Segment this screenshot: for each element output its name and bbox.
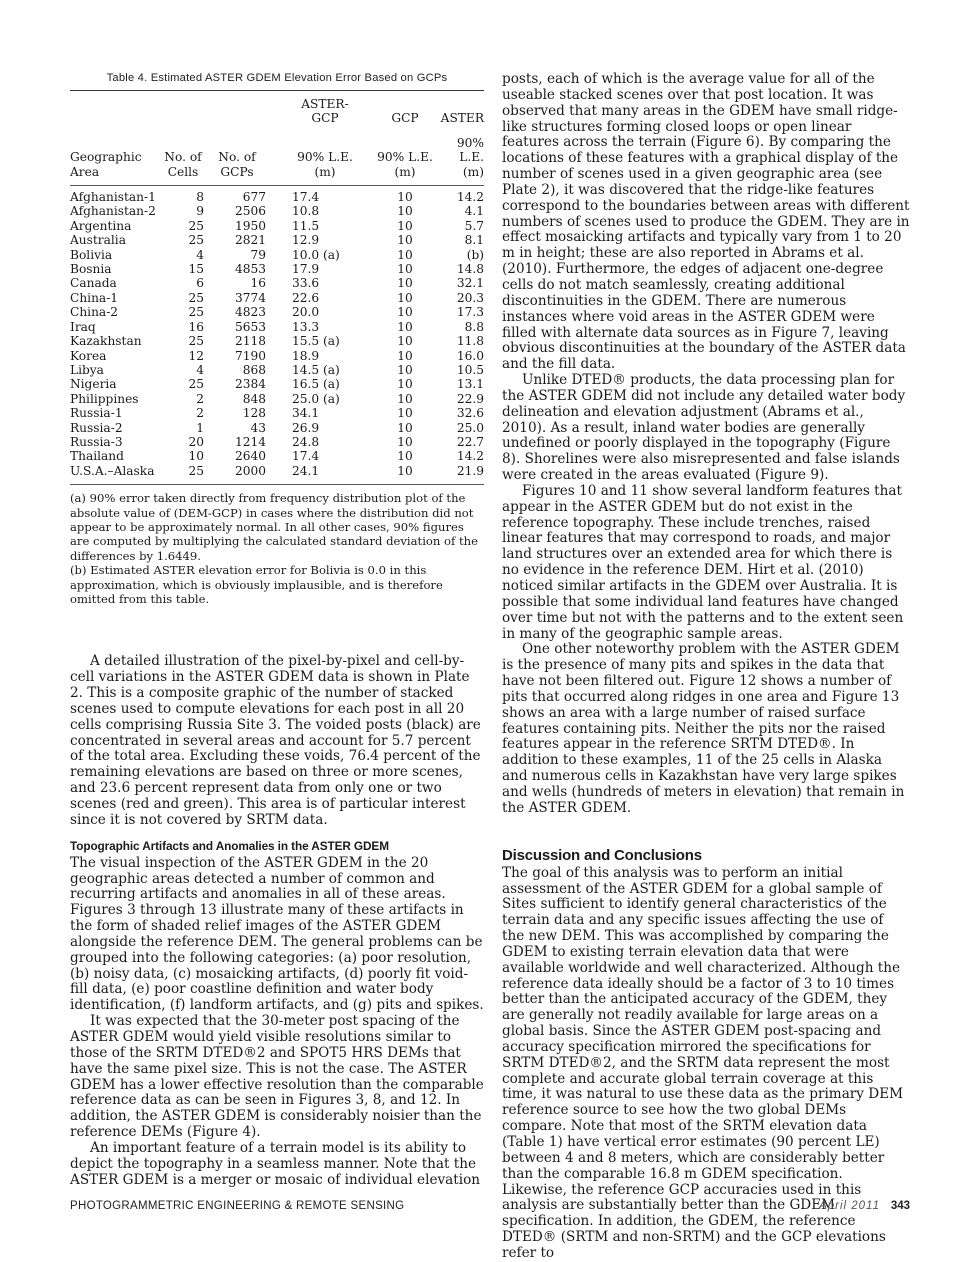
table-header-spacer (70, 126, 484, 136)
table-cell-gcps: 1950 (234, 218, 266, 233)
table-cell-agcp: 13.3 (292, 319, 320, 334)
table-cell-area: Russia-2 (70, 420, 123, 435)
table-cell-gcps: 848 (242, 391, 266, 406)
table-cell-aster: 32.1 (456, 276, 484, 291)
table-cell-gcp: 10 (397, 218, 413, 233)
table-cell-gcps: 2384 (234, 377, 266, 392)
issue-date: April 2011 (819, 1200, 880, 1212)
table-row (70, 349, 484, 363)
table-cell-cells: 25 (188, 377, 204, 392)
journal-name: PHOTOGRAMMETRIC ENGINEERING & REMOTE SENSING (70, 1200, 405, 1212)
header-area: Geographic Area (70, 150, 142, 179)
table-cell-gcps: 79 (250, 247, 266, 262)
table-cell-aster: 11.8 (456, 334, 484, 349)
table-cell-area: Afghanistan-2 (70, 204, 156, 219)
table-cell-gcp: 10 (397, 362, 413, 377)
table-row (70, 421, 484, 435)
header-aster-le: 90% L.E. (m) (456, 135, 484, 179)
table-cell-gcps: 1214 (234, 434, 266, 449)
page-number: 343 (890, 1200, 910, 1212)
right-paragraph-1: posts, each of which is the average value for all of the useable stacked scenes over that post location. It was observed that many areas in the GDEM have small ridge-like structures forming closed loops or open linear features across the terrain (Figure 6). By comparing the locations of these features with a graphical display of the number of scenes used in a given geographic area (see Plate 2), it was discovered that the ridge-like features correspond to the boundaries between areas with different numbers of scenes used to produce the GDEM. They are in effect mosaicking artifacts and typically vary from 1 to 20 m in height; these are also reported in Abrams et al. (2010). Furthermore, the edges of adjacent one-degree cells do not match seamlessly, creating additional discontinuities in the GDEM. There are numerous instances where void areas in the ASTER GDEM were filled with alternate data sources as in Figure 7, leaving obvious discontinuities at the boundary of the ASTER data and the fill data. (502, 71, 910, 373)
table-row (70, 377, 484, 391)
table-row (70, 305, 484, 319)
table-cell-cells: 25 (188, 290, 204, 305)
table-cell-area: Iraq (70, 319, 96, 334)
table-row (70, 363, 484, 377)
table-cell-agcp: 10.8 (292, 204, 320, 219)
table-row (70, 276, 484, 290)
table-cell-cells: 9 (196, 204, 204, 219)
table-cell-gcps: 2000 (234, 463, 266, 478)
table-header-row-1 (70, 91, 484, 126)
table-cell-cells: 1 (196, 420, 204, 435)
table-cell-aster: 10.5 (456, 362, 484, 377)
table-cell-agcp: 18.9 (292, 348, 320, 363)
table-cell-gcp: 10 (397, 262, 413, 277)
right-paragraph-2: Unlike DTED® products, the data processing plan for the ASTER GDEM did not include any detailed water body delineation and elevation adjustment (Abrams et al., 2010). As a result, inland water bodies are generally undefined or poorly displayed in the topography (Figure 8). Shorelines were also misrepresented and false islands were created in the areas evaluated (Figure 9). (502, 372, 906, 484)
table-cell-agcp: 17.9 (292, 262, 320, 277)
table-cell-area: Philippines (70, 391, 139, 406)
table-body (70, 190, 484, 478)
table-cell-gcp: 10 (397, 190, 413, 205)
table-cell-cells: 25 (188, 305, 204, 320)
table-row (70, 320, 484, 334)
table-cell-aster: (b) (466, 247, 484, 262)
left-paragraph-2: The visual inspection of the ASTER GDEM in the 20 geographic areas detected a number of common and recurring artifacts and anomalies in all of these areas. Figures 3 through 13 illustrate many of these artifacts in the form of shaded relief images of the ASTER GDEM alongside the reference DEM. The general problems can be grouped into the following categories: (a) poor resolution, (b) noisy data, (c) mosaicking artifacts, (d) poorly fit void-fill data, (e) poor coastline definition and water body identification, (f) landform artifacts, and (g) pits and spikes. (70, 854, 484, 1014)
table-cell-gcp: 10 (397, 305, 413, 320)
table-cell-agcp: 25.0 (a) (292, 391, 340, 406)
table-cell-area: Thailand (70, 449, 124, 464)
table-cell-agcp: 17.4 (292, 190, 320, 205)
table-row (70, 248, 484, 262)
table-cell-gcp: 10 (397, 247, 413, 262)
table-cell-gcp: 10 (397, 434, 413, 449)
table-cell-gcp: 10 (397, 319, 413, 334)
table-cell-area: Russia-3 (70, 434, 123, 449)
table-row (70, 190, 484, 204)
table-cell-cells: 6 (196, 276, 204, 291)
table-cell-aster: 17.3 (456, 305, 484, 320)
table-row (70, 406, 484, 420)
table-cell-agcp: 10.0 (a) (292, 247, 340, 262)
table-row (70, 219, 484, 233)
table-cell-aster: 8.8 (464, 319, 484, 334)
table-cell-aster: 8.1 (464, 233, 484, 248)
table-row (70, 233, 484, 247)
table-cell-cells: 10 (188, 449, 204, 464)
table-header-row-2 (70, 136, 484, 179)
table-cell-area: Kazakhstan (70, 334, 142, 349)
table-cell-agcp: 11.5 (292, 218, 320, 233)
header-aster: ASTER (440, 111, 484, 126)
header-agcp-le: 90% L.E. (m) (297, 150, 353, 179)
table-cell-cells: 4 (196, 362, 204, 377)
table-row (70, 464, 484, 478)
table-cell-agcp: 15.5 (a) (292, 334, 340, 349)
header-cells: No. of Cells (164, 150, 202, 179)
table-cell-area: Australia (70, 233, 126, 248)
table-cell-agcp: 34.1 (292, 406, 320, 421)
table-cell-gcps: 3774 (234, 290, 266, 305)
table-cell-gcps: 868 (242, 362, 266, 377)
table-cell-agcp: 33.6 (292, 276, 320, 291)
table-cell-area: Afghanistan-1 (70, 190, 156, 205)
table-note-b: (b) Estimated ASTER elevation error for Bolivia is 0.0 in this approximation, which is obviously implausible, and is therefore omitted from this table. (70, 563, 443, 606)
table-cell-gcp: 10 (397, 420, 413, 435)
table-row (70, 334, 484, 348)
table-cell-area: Bosnia (70, 262, 112, 277)
table-cell-gcp: 10 (397, 348, 413, 363)
table-cell-agcp: 17.4 (292, 449, 320, 464)
table-cell-gcp: 10 (397, 290, 413, 305)
table-cell-agcp: 12.9 (292, 233, 320, 248)
table-cell-cells: 15 (188, 262, 204, 277)
table-bottom-rule (70, 484, 484, 485)
table-cell-agcp: 14.5 (a) (292, 362, 340, 377)
table-cell-cells: 4 (196, 247, 204, 262)
table-cell-area: Argentina (70, 218, 132, 233)
header-gcp-le: 90% L.E. (m) (377, 150, 433, 179)
table-cell-area: Nigeria (70, 377, 117, 392)
table-cell-area: Bolivia (70, 247, 113, 262)
table-row (70, 291, 484, 305)
table-cell-area: Canada (70, 276, 117, 291)
table-cell-gcps: 2506 (234, 204, 266, 219)
table-note-a: (a) 90% error taken directly from frequency distribution plot of the absolute value of (DEM-GCP) in cases where the distribution did not appear to be approximately normal. In all other cases, 90% figures are computed by multiplying the calculated standard deviation of the differences by 1.6449. (70, 491, 478, 563)
table-cell-gcp: 10 (397, 334, 413, 349)
table-cell-aster: 22.9 (456, 391, 484, 406)
header-aster-gcp: ASTER- GCP (301, 97, 349, 126)
table-cell-gcps: 43 (250, 420, 266, 435)
table-cell-gcp: 10 (397, 449, 413, 464)
table-cell-area: Russia-1 (70, 406, 123, 421)
table-cell-aster: 13.1 (456, 377, 484, 392)
table-cell-gcp: 10 (397, 233, 413, 248)
left-paragraph-4: An important feature of a terrain model is its ability to depict the topography in a seamless manner. Note that the ASTER GDEM is a merger or mosaic of individual elevation (70, 1139, 481, 1188)
error-table (70, 91, 484, 478)
left-paragraph-3: It was expected that the 30-meter post spacing of the ASTER GDEM would yield visible resolutions similar to those of the SRTM DTED®2 and SPOT5 HRS DEMs that have the same pixel size. This is not the case. The ASTER GDEM has a lower effective resolution than the comparable reference data as can be seen in Figures 3, 8, and 12. In addition, the ASTER GDEM is considerably noisier than the reference DEMs (Figure 4). (70, 1013, 484, 1141)
table-notes (70, 491, 484, 606)
table-cell-area: China-1 (70, 290, 119, 305)
table-cell-aster: 14.2 (456, 190, 484, 205)
table-cell-cells: 25 (188, 233, 204, 248)
left-column (70, 72, 484, 1188)
table-cell-gcps: 7190 (234, 348, 266, 363)
right-column (502, 72, 910, 1262)
table-cell-gcp: 10 (397, 406, 413, 421)
table-cell-aster: 14.2 (456, 449, 484, 464)
table-cell-agcp: 24.8 (292, 434, 320, 449)
table-cell-aster: 21.9 (456, 463, 484, 478)
table-cell-aster: 20.3 (456, 290, 484, 305)
table-cell-aster: 14.8 (456, 262, 484, 277)
table-cell-cells: 2 (196, 406, 204, 421)
table-cell-agcp: 16.5 (a) (292, 377, 340, 392)
table-cell-agcp: 20.0 (292, 305, 320, 320)
table-cell-aster: 25.0 (456, 420, 484, 435)
table-cell-area: China-2 (70, 305, 119, 320)
table-cell-gcps: 2821 (234, 233, 266, 248)
table-cell-gcp: 10 (397, 276, 413, 291)
table-cell-gcps: 2640 (234, 449, 266, 464)
section-heading: Discussion and Conclusions (502, 846, 702, 864)
table-cell-gcps: 4853 (234, 262, 266, 277)
table-row (70, 449, 484, 463)
table-cell-cells: 25 (188, 463, 204, 478)
table-cell-aster: 16.0 (456, 348, 484, 363)
table-cell-cells: 8 (196, 190, 204, 205)
right-paragraph-5: The goal of this analysis was to perform an initial assessment of the ASTER GDEM for a global sample of Sites sufficient to identify general characteristics of the terrain data and any specific issues affecting the use of the new DEM. This was accomplished by comparing the GDEM to existing terrain elevation data that were available worldwide and well characterized. Although the reference data ideally should be a factor of 3 to 10 times better than the anticipated accuracy of the GDEM, they are generally not readily available for large areas on a global basis. Since the ASTER GDEM post-spacing and accuracy specification mirrored the specifications for SRTM DTED®2, and the SRTM data represent the most complete and accurate global terrain coverage at this time, it was natural to use these data as the primary DEM reference source to see how the two global DEMs compare. Note that most of the SRTM elevation data (Table 1) have vertical error estimates (90 percent LE) between 4 and 8 meters, which are considerably better than the comparable 16.8 m GDEM specification. Likewise, the reference GCP accuracies used in this analysis are substantially better than the GDEM specification. In addition, the GDEM, the reference DTED® (SRTM and non-SRTM) and the GCP elevations refer to (502, 864, 904, 1261)
table-row (70, 262, 484, 276)
table-cell-gcps: 4823 (234, 305, 266, 320)
table-cell-cells: 20 (188, 434, 204, 449)
table-cell-aster: 22.7 (456, 434, 484, 449)
table-cell-area: U.S.A.–Alaska (70, 463, 155, 478)
table-cell-cells: 16 (188, 319, 204, 334)
table-cell-gcp: 10 (397, 377, 413, 392)
table-caption: Table 4. Estimated ASTER GDEM Elevation Error Based on GCPs (106, 72, 448, 84)
table-cell-gcp: 10 (397, 204, 413, 219)
header-gcp: GCP (391, 111, 419, 126)
table-cell-cells: 2 (196, 391, 204, 406)
table-cell-area: Libya (70, 362, 104, 377)
table-cell-gcps: 128 (242, 406, 266, 421)
table-cell-aster: 4.1 (464, 204, 484, 219)
table-cell-agcp: 24.1 (292, 463, 320, 478)
table-row (70, 435, 484, 449)
table-cell-area: Korea (70, 348, 107, 363)
table-cell-aster: 5.7 (464, 218, 484, 233)
table-cell-cells: 25 (188, 218, 204, 233)
table-cell-gcps: 5653 (234, 319, 266, 334)
left-paragraph-1: A detailed illustration of the pixel-by-pixel and cell-by-cell variations in the ASTER GDEM data is shown in Plate 2. This is a composite graphic of the number of stacked scenes used to compute elevations for each post in all 20 cells comprising Russia Site 3. The voided posts (black) are concentrated in several areas and account for 5.7 percent of the total area. Excluding these voids, 76.4 percent of the remaining elevations are based on three or more scenes, and 23.6 percent represent data from only one or two scenes (red and green). This area is of particular interest since it is not covered by SRTM data. (70, 653, 481, 828)
table-cell-gcp: 10 (397, 463, 413, 478)
table-cell-cells: 12 (188, 348, 204, 363)
table-cell-agcp: 26.9 (292, 420, 320, 435)
table-row (70, 392, 484, 406)
table-cell-agcp: 22.6 (292, 290, 320, 305)
subsection-heading: Topographic Artifacts and Anomalies in the ASTER GDEM (70, 838, 389, 853)
table-cell-cells: 25 (188, 334, 204, 349)
table-cell-gcps: 16 (250, 276, 266, 291)
table-row (70, 204, 484, 218)
table-cell-gcps: 677 (242, 190, 266, 205)
right-paragraph-4: One other noteworthy problem with the ASTER GDEM is the presence of many pits and spikes in the data that have not been filtered out. Figure 12 shows a number of pits that occurred along ridges in one area and Figure 13 shows an area with a large number of raised surface features containing pits. Neither the pits nor the raised features appear in the reference SRTM DTED®. In addition to these examples, 11 of the 25 cells in Alaska and numerous cells in Kazakhstan have very large spikes and wells (hundreds of meters in elevation) that remain in the ASTER GDEM. (502, 641, 905, 816)
header-gcps: No. of GCPs (218, 150, 256, 179)
table-cell-gcps: 2118 (234, 334, 266, 349)
right-paragraph-3: Figures 10 and 11 show several landform features that appear in the ASTER GDEM but do not exist in the reference topography. These include trenches, raised linear features that may correspond to roads, and major land structures over an extended area for which there is no evidence in the reference DEM. Hirt et al. (2010) noticed similar artifacts in the GDEM over Australia. It is possible that some individual land features have changed over time but not with the patterns and to the extent seen in many of the geographic sample areas. (502, 482, 904, 642)
table-cell-aster: 32.6 (456, 406, 484, 421)
table-cell-gcp: 10 (397, 391, 413, 406)
